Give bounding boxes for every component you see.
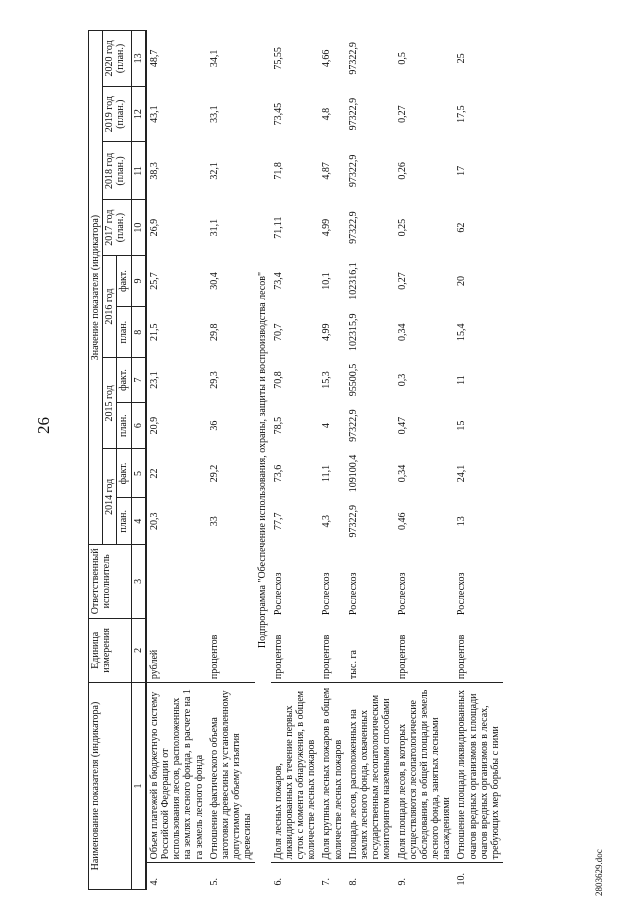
column-number: 1 bbox=[131, 683, 146, 890]
document-id: 2803629.doc bbox=[594, 849, 604, 896]
indicator-name: Отношение фактического объема заготовки древесины к установленному допустимому объему изъятия древесины bbox=[207, 683, 256, 863]
value-cell: 109100,4 bbox=[347, 454, 359, 493]
executor-cell: Рослесхоз bbox=[396, 572, 408, 616]
table-row bbox=[319, 31, 345, 890]
header-plan: план. bbox=[117, 498, 131, 545]
indicator-name: Доля площади лесов, в которых осуществляются лесопатологические обследования, в общей площади земель лесного фонда, занятых лесными насаждениями bbox=[395, 683, 455, 863]
column-number: 4 bbox=[131, 498, 146, 545]
unit-cell: рублей bbox=[148, 649, 160, 680]
value-cell: 4,87 bbox=[321, 162, 333, 180]
value-cell: 34,1 bbox=[208, 49, 220, 68]
value-cell: 0,34 bbox=[396, 464, 408, 483]
subprogram-title: Подпрограмма "Обеспечение использования, охраны, защиты и воспроизводства лесов" bbox=[257, 271, 269, 649]
unit-cell: тыс. га bbox=[347, 650, 359, 680]
executor-cell bbox=[146, 545, 207, 618]
executor-cell: Рослесхоз bbox=[456, 572, 468, 616]
value-cell: 24,1 bbox=[456, 464, 468, 483]
header-year-2016: 2016 год bbox=[103, 255, 117, 357]
value-cell: 4,66 bbox=[321, 49, 333, 68]
value-cell: 71,8 bbox=[272, 162, 284, 180]
column-number: 10 bbox=[131, 200, 146, 256]
indicator-table bbox=[88, 30, 503, 890]
value-cell: 0,27 bbox=[396, 272, 408, 290]
page-number: 26 bbox=[34, 417, 53, 434]
table-row bbox=[146, 31, 207, 890]
value-cell: 26,9 bbox=[148, 218, 160, 237]
value-cell: 73,6 bbox=[272, 464, 284, 483]
column-number: 7 bbox=[131, 358, 146, 403]
indicator-name: Отношение площади ликвидированных очагов вредных организмов к площади очагов вредных организмов в лесах, требующих мер борьбы с ними bbox=[454, 683, 503, 863]
table-row bbox=[271, 31, 320, 890]
value-cell: 97322,9 bbox=[347, 97, 359, 131]
row-number: 8. bbox=[346, 863, 395, 890]
value-cell: 48,7 bbox=[148, 49, 160, 68]
value-cell: 30,4 bbox=[208, 272, 220, 290]
value-cell: 15,3 bbox=[321, 371, 333, 389]
value-cell: 70,8 bbox=[272, 371, 284, 389]
value-cell: 0,34 bbox=[396, 323, 408, 341]
value-cell: 77,7 bbox=[272, 512, 284, 531]
table-row bbox=[395, 31, 455, 890]
row-number: 6. bbox=[271, 863, 320, 890]
value-cell: 0,27 bbox=[396, 105, 408, 123]
column-number: 12 bbox=[131, 86, 146, 142]
value-cell: 13 bbox=[456, 516, 468, 527]
value-cell: 0,47 bbox=[396, 416, 408, 435]
row-number: 10. bbox=[454, 863, 503, 890]
value-cell: 4 bbox=[321, 423, 333, 429]
value-cell: 29,8 bbox=[208, 323, 220, 341]
value-cell: 97322,9 bbox=[347, 409, 359, 442]
value-cell: 20,9 bbox=[148, 416, 160, 435]
value-cell: 17 bbox=[456, 165, 468, 176]
table-row bbox=[207, 31, 256, 890]
header-year-2015: 2015 год bbox=[103, 358, 117, 449]
header-name: Наименование показателя (индикатора) bbox=[89, 683, 132, 890]
value-cell: 4,3 bbox=[321, 515, 333, 528]
header-plan: план. bbox=[117, 307, 131, 358]
value-cell: 36 bbox=[208, 420, 220, 431]
value-cell: 33 bbox=[208, 516, 220, 527]
row-number: 5. bbox=[207, 863, 256, 890]
indicator-table-container bbox=[88, 30, 548, 890]
value-cell: 97322,9 bbox=[347, 505, 359, 538]
value-cell: 102315,9 bbox=[347, 313, 359, 351]
indicator-name: Доля крупных лесных пожаров в общем количестве лесных пожаров bbox=[319, 683, 345, 863]
value-cell: 4,99 bbox=[321, 218, 333, 237]
subprogram-row bbox=[255, 31, 270, 890]
value-cell: 33,1 bbox=[208, 105, 220, 123]
header-year-2018: 2018 год (план.) bbox=[103, 142, 131, 200]
value-cell: 32,1 bbox=[208, 162, 220, 180]
executor-cell: Рослесхоз bbox=[321, 572, 333, 616]
column-number: 8 bbox=[131, 307, 146, 358]
value-cell: 25,7 bbox=[148, 272, 160, 290]
value-cell: 97322,9 bbox=[347, 154, 359, 188]
column-number: 13 bbox=[131, 31, 146, 87]
value-cell: 97322,9 bbox=[347, 211, 359, 244]
value-cell: 73,4 bbox=[272, 272, 284, 290]
executor-cell: Рослесхоз bbox=[272, 572, 284, 616]
value-cell: 97322,9 bbox=[347, 42, 359, 75]
header-plan: план. bbox=[117, 402, 131, 449]
column-number: 3 bbox=[131, 545, 146, 618]
value-cell: 15 bbox=[456, 420, 468, 431]
header-fact: факт. bbox=[117, 358, 131, 403]
value-cell: 31,1 bbox=[208, 218, 220, 237]
value-cell: 95500,5 bbox=[347, 363, 359, 397]
value-cell: 43,1 bbox=[148, 105, 160, 123]
value-cell: 0,46 bbox=[396, 512, 408, 531]
header-year-2019: 2019 год (план.) bbox=[103, 86, 131, 142]
value-cell: 73,45 bbox=[272, 102, 284, 126]
row-number: 4. bbox=[146, 863, 207, 890]
value-cell: 25 bbox=[456, 53, 468, 64]
indicator-name: Объем платежей в бюджетную систему Российской Федерации от использования лесов, расположенных на землях лесного фонда, в расчете на 1 га земель лесного фонда bbox=[146, 683, 207, 863]
value-cell: 71,11 bbox=[272, 216, 284, 239]
value-cell: 0,5 bbox=[396, 52, 408, 65]
unit-cell: процентов bbox=[208, 634, 220, 680]
value-cell: 78,5 bbox=[272, 416, 284, 435]
table-row bbox=[346, 31, 395, 890]
value-cell: 20,3 bbox=[148, 512, 160, 531]
value-cell: 29,3 bbox=[208, 371, 220, 389]
executor-cell: Рослесхоз bbox=[347, 572, 359, 616]
header-year-2017: 2017 год (план.) bbox=[103, 200, 131, 256]
value-cell: 23,1 bbox=[148, 371, 160, 389]
value-cell: 102316,1 bbox=[347, 262, 359, 300]
header-year-2014: 2014 год bbox=[103, 449, 117, 545]
value-cell: 20 bbox=[456, 276, 468, 287]
value-cell: 15,4 bbox=[456, 323, 468, 341]
row-number: 7. bbox=[319, 863, 345, 890]
header-fact: факт. bbox=[117, 449, 131, 498]
value-cell: 11,1 bbox=[321, 464, 333, 483]
indicator-name: Доля лесных пожаров, ликвидированных в течение первых суток с момента обнаружения, в общем количестве лесных пожаров bbox=[271, 683, 320, 863]
value-cell: 38,3 bbox=[148, 162, 160, 180]
value-cell: 4,99 bbox=[321, 323, 333, 341]
executor-cell bbox=[207, 545, 256, 618]
value-cell: 70,7 bbox=[272, 323, 284, 341]
value-cell: 11 bbox=[456, 375, 468, 385]
column-number: 9 bbox=[131, 255, 146, 306]
row-number: 9. bbox=[395, 863, 455, 890]
header-year-2020: 2020 год (план.) bbox=[103, 31, 131, 87]
table-row bbox=[454, 31, 503, 890]
unit-cell: процентов bbox=[396, 634, 408, 680]
column-number: 6 bbox=[131, 402, 146, 449]
value-cell: 0,3 bbox=[396, 373, 408, 387]
value-cell: 62 bbox=[456, 222, 468, 233]
column-number: 11 bbox=[131, 142, 146, 200]
header-executor: Ответственный исполнитель bbox=[89, 545, 132, 618]
header-values: Значение показателя (индикатора) bbox=[89, 31, 103, 545]
unit-cell: процентов bbox=[456, 634, 468, 680]
value-cell: 10,1 bbox=[321, 272, 333, 290]
header-unit: Единица измерения bbox=[89, 618, 132, 683]
value-cell: 4,8 bbox=[321, 107, 333, 121]
value-cell: 21,5 bbox=[148, 323, 160, 341]
value-cell: 29,2 bbox=[208, 464, 220, 483]
column-number: 2 bbox=[131, 618, 146, 683]
value-cell: 0,25 bbox=[396, 218, 408, 237]
value-cell: 75,55 bbox=[272, 47, 284, 70]
indicator-name: Площадь лесов, расположенных на землях лесного фонда, охваченных государственным лесопатологическим мониторингом наземными способами bbox=[346, 683, 395, 863]
value-cell: 0,26 bbox=[396, 162, 408, 180]
column-number: 5 bbox=[131, 449, 146, 498]
value-cell: 22 bbox=[148, 468, 160, 479]
value-cell: 17,5 bbox=[456, 105, 468, 123]
unit-cell: процентов bbox=[321, 634, 333, 680]
unit-cell: процентов bbox=[272, 634, 284, 680]
header-fact: факт. bbox=[117, 255, 131, 306]
